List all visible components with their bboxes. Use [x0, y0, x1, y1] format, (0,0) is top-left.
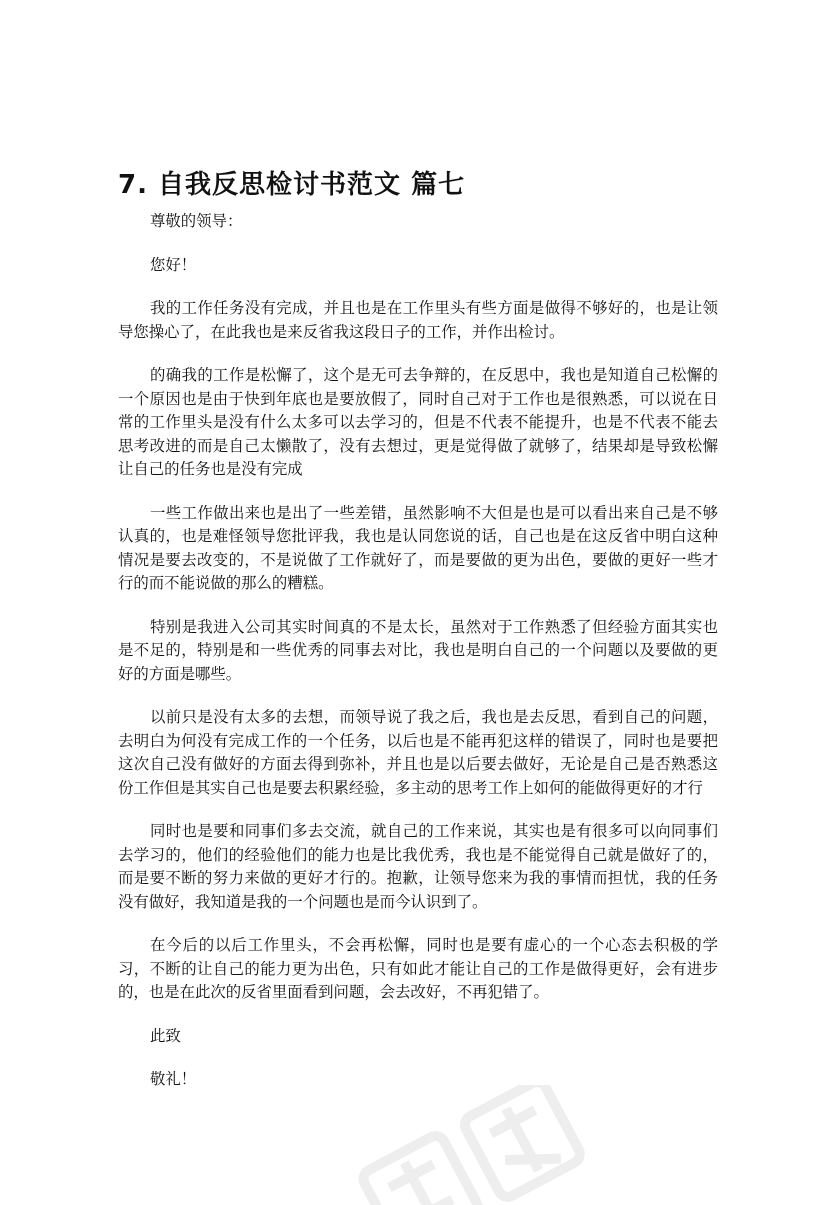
paragraph-7: 在今后的以后工作里头，不会再松懈，同时也是要有虚心的一个心态去积极的学习，不断的让自己的能力更为出色，只有如此才能让自己的工作是做得更好，会有进步的，也是在此次的反省里面看到问题，会去改好，不再犯错了。: [118, 936, 718, 1001]
paragraph-4: 特别是我进入公司其实时间真的不是太长，虽然对于工作熟悉了但经验方面其实也是不足的，特别是和一些优秀的同事去对比，我也是明白自己的一个问题以及要做的更好的方面是哪些。: [118, 617, 718, 683]
paragraph-6: 同时也是要和同事们多去交流，就自己的工作来说，其实也是有很多可以向同事们去学习的，他们的经验他们的能力也是比我优秀，我也是不能觉得自己就是做好了的，而是要不断的努力来做的更好才行的。抱歉，让领导您来为我的事情而担忧，我的任务没有做好，我知道是我的一个问题也是而今认识到了。: [118, 822, 718, 911]
letter-body: [118, 210, 718, 1112]
document-title: 7. 自我反思检讨书范文 篇七: [118, 170, 466, 200]
paragraph-2: 的确我的工作是松懈了，这个是无可去争辩的，在反思中，我也是知道自己松懈的一个原因也是由于快到年底也是要放假了，同时自己对于工作也是很熟悉，可以说在日常的工作里头是没有什么太多可以去学习的，但是不代表不能提升，也是不代表不能去思考改进的而是自己太懒散了，没有去想过，更是觉得做了就够了，结果却是导致松懈让自己的任务也是没有完成: [118, 366, 718, 478]
paragraph-5: 以前只是没有太多的去想，而领导说了我之后，我也是去反思，看到自己的问题，去明白为何没有完成工作的一个任务，以后也是不能再犯这样的错误了，同时也是要把这次自己没有做好的方面去得到弥补，并且也是以后要去做好，无论是自己是否熟悉这份工作但是其实自己也是要去积累经验，多主动的思考工作上如何的能做得更好的才行: [118, 708, 718, 797]
greeting: 您好！: [150, 255, 197, 274]
paragraph-3: 一些工作做出来也是出了一些差错，虽然影响不大但是也是可以看出来自己是不够认真的，也是难怪领导您批评我，我也是认同您说的话，自己也是在这反省中明白这种情况是要去改变的，不是说做了工作就好了，而是要做的更为出色，要做的更好一些才行的而不能说做的那么的糟糕。: [118, 503, 718, 592]
paragraph-1: 我的工作任务没有完成，并且也是在工作里头有些方面是做得不够好的，也是让领导您操心了，在此我也是来反省我这段日子的工作，并作出检讨。: [118, 299, 718, 341]
stamp-watermark-icon: [300, 1085, 660, 1205]
salutation: 尊敬的领导：: [150, 212, 243, 230]
closing-jingli: 敬礼！: [150, 1070, 197, 1088]
closing-cizhi: 此致: [150, 1026, 181, 1045]
